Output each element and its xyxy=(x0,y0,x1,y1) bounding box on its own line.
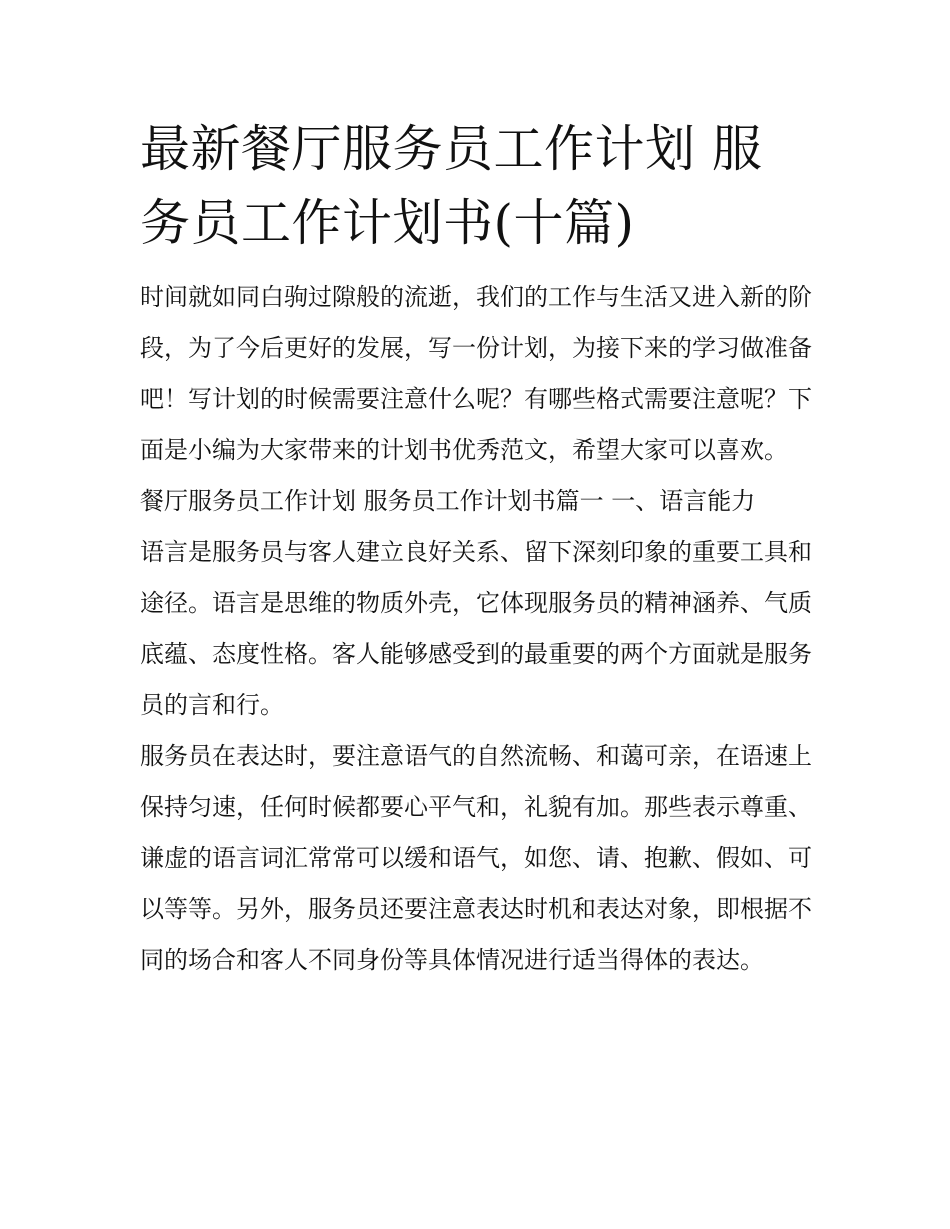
document-body xyxy=(140,112,812,986)
document-title: 最新餐厅服务员工作计划 服务员工作计划书(十篇) xyxy=(140,120,763,252)
intro-paragraph: 时间就如同白驹过隙般的流逝，我们的工作与生活又进入新的阶段，为了今后更好的发展，写一份计划，为接下来的学习做准备吧！写计划的时候需要注意什么呢？有哪些格式需要注意呢？下面是小编为大家带来的计划书优秀范文，希望大家可以喜欢。 xyxy=(140,283,812,464)
section-heading-paragraph: 餐厅服务员工作计划 服务员工作计划书篇一 一、语言能力 xyxy=(140,487,756,515)
language-importance-paragraph: 语言是服务员与客人建立良好关系、留下深刻印象的重要工具和途径。语言是思维的物质外壳，它体现服务员的精神涵养、气质底蕴、态度性格。客人能够感受到的最重要的两个方面就是服务员的言和行。 xyxy=(140,538,812,719)
expression-guidance-paragraph: 服务员在表达时，要注意语气的自然流畅、和蔼可亲，在语速上保持匀速，任何时候都要心平气和，礼貌有加。那些表示尊重、谦虚的语言词汇常常可以缓和语气，如您、请、抱歉、假如、可以等等。另外，服务员还要注意表达时机和表达对象，即根据不同的场合和客人不同身份等具体情况进行适当得体的表达。 xyxy=(140,742,812,974)
